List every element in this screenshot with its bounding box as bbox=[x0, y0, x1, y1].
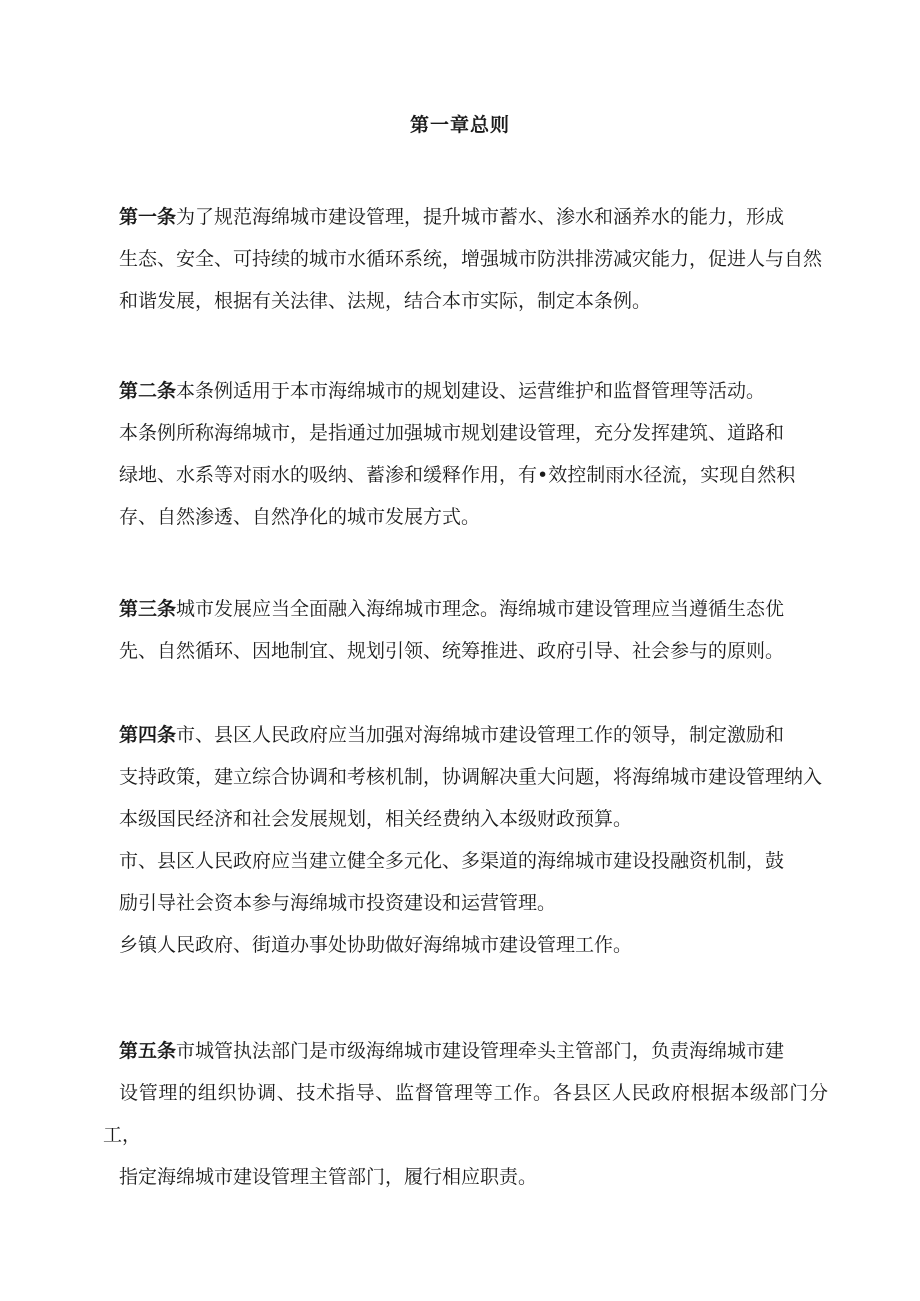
text-line: 先、自然循环、因地制宜、规划引领、统筹推进、政府引导、社会参与的原则。 bbox=[119, 640, 785, 662]
article-paragraph bbox=[103, 412, 828, 538]
article-label: 第三条 bbox=[119, 598, 177, 620]
text-line: 绿地、水系等对雨水的吸纳、蓄渗和缓释作用，有•效控制雨水径流，实现自然积 bbox=[119, 464, 796, 486]
article-5 bbox=[103, 1030, 828, 1216]
text-line: 生态、安全、可持续的城市水循环系统，增强城市防洪排涝减灾能力，促进人与自然 bbox=[119, 248, 823, 270]
article-label: 第二条 bbox=[119, 380, 177, 402]
text-line: 存、自然渗透、自然净化的城市发展方式。 bbox=[119, 506, 481, 528]
article-label: 第四条 bbox=[119, 724, 177, 746]
chapter-title: 第一章总则 bbox=[409, 114, 510, 136]
text-line: 支持政策，建立综合协调和考核机制，协调解决重大问题，将海绵城市建设管理纳入 bbox=[119, 766, 823, 788]
text-line: 第四条市、县区人民政府应当加强对海绵城市建设管理工作的领导，制定激励和 bbox=[119, 724, 785, 746]
text-line: 第一条为了规范海绵城市建设管理，提升城市蓄水、渗水和涵养水的能力，形成 bbox=[119, 206, 785, 228]
text-line: 第五条市城管执法部门是市级海绵城市建设管理牵头主管部门，负责海绵城市建 bbox=[119, 1040, 785, 1062]
article-paragraph bbox=[103, 588, 828, 672]
text-line: 和谐发展，根据有关法律、法规，结合本市实际，制定本条例。 bbox=[119, 290, 652, 312]
article-paragraph bbox=[103, 196, 828, 322]
article-2 bbox=[103, 370, 828, 556]
article-paragraph bbox=[103, 924, 828, 966]
text-line: 第二条本条例适用于本市海绵城市的规划建设、运营维护和监督管理等活动。 bbox=[119, 380, 766, 402]
text-line: 本级国民经济和社会发展规划，相关经费纳入本级财政预算。 bbox=[119, 808, 633, 830]
article-label: 第五条 bbox=[119, 1040, 177, 1062]
article-paragraph bbox=[103, 840, 828, 924]
article-4 bbox=[103, 714, 828, 984]
text-line: 励引导社会资本参与海绵城市投资建设和运营管理。 bbox=[119, 892, 557, 914]
text-line: 设管理的组织协调、技术指导、监督管理等工作。各县区人民政府根据本级部门分工， bbox=[103, 1082, 828, 1146]
text-line: 指定海绵城市建设管理主管部门，履行相应职责。 bbox=[119, 1166, 538, 1188]
article-3 bbox=[103, 588, 828, 690]
article-label: 第一条 bbox=[119, 206, 177, 228]
article-paragraph bbox=[103, 1030, 828, 1198]
article-1 bbox=[103, 196, 828, 340]
text-line: 本条例所称海绵城市，是指通过加强城市规划建设管理，充分发挥建筑、道路和 bbox=[119, 422, 785, 444]
article-paragraph bbox=[103, 370, 828, 412]
text-line: 第三条城市发展应当全面融入海绵城市理念。海绵城市建设管理应当遵循生态优 bbox=[119, 598, 785, 620]
text-line: 乡镇人民政府、街道办事处协助做好海绵城市建设管理工作。 bbox=[119, 934, 633, 956]
article-paragraph bbox=[103, 714, 828, 840]
text-line: 市、县区人民政府应当建立健全多元化、多渠道的海绵城市建设投融资机制，鼓 bbox=[119, 850, 785, 872]
